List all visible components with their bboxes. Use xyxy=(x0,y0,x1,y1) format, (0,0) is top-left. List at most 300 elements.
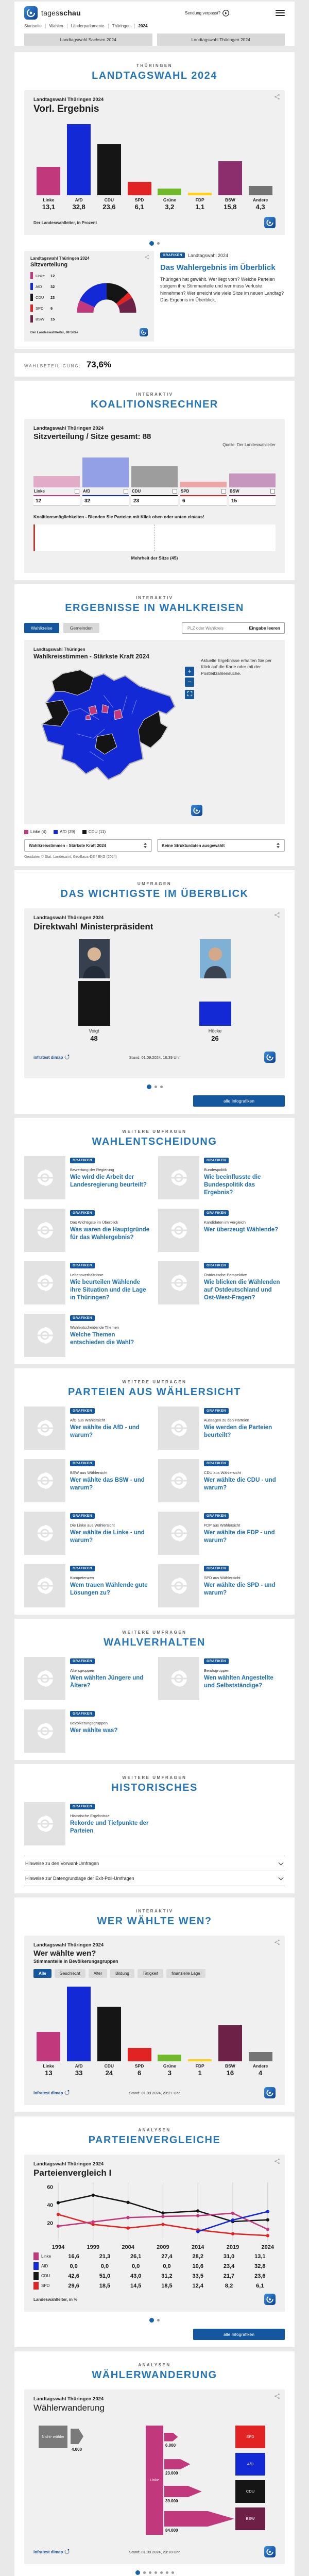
coalition-bar-afd[interactable] xyxy=(82,457,129,487)
table-cell: 6,1 xyxy=(256,2282,264,2289)
carousel-dot-1[interactable] xyxy=(149,241,154,246)
legend-seats: 6 xyxy=(50,306,53,311)
seat-legend-item xyxy=(30,304,62,312)
legend-seats: 32 xyxy=(50,284,55,289)
teaser-grid xyxy=(24,1802,285,1845)
carousel-dot-1[interactable] xyxy=(135,2570,140,2575)
breadcrumb-item-2024[interactable]: 2024 xyxy=(138,24,148,28)
bar-column-linke xyxy=(33,1986,64,2077)
tagesschau-globe-icon xyxy=(33,1272,56,1294)
tab-wahlkreise[interactable]: Wahlkreise xyxy=(24,623,59,633)
card-title: Sitzverteilung / Sitze gesamt: 88 xyxy=(33,432,151,441)
section-surveys-wahlentscheidung xyxy=(14,1118,295,1364)
teaser-thumbnail xyxy=(24,1459,65,1502)
table-cell: 31,2 xyxy=(161,2273,173,2279)
tab-alter[interactable]: Alter xyxy=(89,1969,107,1978)
section-districts xyxy=(14,584,295,866)
teaser-kicker: Lebensverhältnisse xyxy=(70,1273,104,1277)
thuringia-map[interactable] xyxy=(33,667,188,789)
menu-icon[interactable] xyxy=(276,8,285,18)
grafiken-badge: GRAFIKEN xyxy=(204,1513,229,1519)
card-title: Vorl. Ergebnis xyxy=(33,104,99,114)
bar-value: 16 xyxy=(226,2069,234,2077)
bar-column-bsw xyxy=(215,123,246,211)
bar-value: 6 xyxy=(138,2069,142,2077)
party-name: SPD xyxy=(181,489,190,494)
teaser-card[interactable] xyxy=(24,1657,151,1700)
legend-party: BSW xyxy=(36,316,45,321)
bar-value: 32,8 xyxy=(72,203,85,211)
carousel-dot-3[interactable] xyxy=(160,1086,163,1088)
map-legend-item xyxy=(54,829,75,834)
svg-text:40: 40 xyxy=(47,2202,53,2209)
bar-höcke xyxy=(199,1002,231,1026)
carousel-dots[interactable] xyxy=(24,2570,285,2575)
teaser-card[interactable] xyxy=(24,1459,151,1502)
table-cell: 13,1 xyxy=(254,2253,266,2260)
table-cell: 32,8 xyxy=(254,2263,266,2269)
checkbox-icon[interactable] xyxy=(124,489,128,494)
section-kicker: INTERAKTIV xyxy=(135,1909,174,1913)
bar-bsw xyxy=(218,161,242,195)
hero-kicker: THÜRINGEN xyxy=(136,63,173,68)
party-box-bsw: BSW xyxy=(235,2507,265,2530)
metric-select[interactable]: Wahlkreisstimmen - Stärkste Kraft 2024 xyxy=(24,839,152,852)
section-surveys-historisches xyxy=(14,1764,295,1893)
grafiken-badge: GRAFIKEN xyxy=(70,1210,95,1216)
bar-column-fdp xyxy=(185,123,215,211)
table-cell: 27,4 xyxy=(161,2253,173,2260)
bar-column-linke xyxy=(33,123,64,211)
voter-migration-card xyxy=(24,2389,285,2564)
table-cell: 0,0 xyxy=(163,2263,171,2269)
tab-gemeinden[interactable]: Gemeinden xyxy=(63,623,99,633)
legend-swatch xyxy=(30,283,33,290)
teaser-kicker: Kandidaten im Vergleich xyxy=(204,1220,246,1225)
turnout-label: WAHLBETEILIGUNG: xyxy=(24,364,81,368)
legend-seats: 15 xyxy=(50,316,55,321)
map-legend-item xyxy=(24,829,46,834)
teaser-kicker: Aussagen zu den Parteien xyxy=(204,1418,249,1422)
breadcrumb-item-länderparlamente[interactable]: Länderparlamente xyxy=(71,24,105,28)
teaser-thumbnail xyxy=(158,1459,199,1502)
chart-source: Landeswahlleiter, in % xyxy=(33,2297,78,2302)
bar-label: Linke xyxy=(43,197,55,202)
coalition-bar-linke[interactable] xyxy=(33,476,80,487)
section-kicker: WEITERE UMFRAGEN xyxy=(122,1630,187,1635)
checkbox-icon[interactable] xyxy=(270,489,275,494)
all-infographics-button[interactable]: alle Infografiken xyxy=(193,2329,285,2340)
teaser-thumbnail xyxy=(158,1406,199,1450)
breadcrumb-item-startseite[interactable]: Startseite xyxy=(24,24,42,28)
turnout-panel xyxy=(14,353,295,377)
carousel-dot-2[interactable] xyxy=(154,1086,157,1088)
table-cell: 26,1 xyxy=(130,2253,142,2260)
coalition-hint: Koalitionsmöglichkeiten - Blenden Sie Parteien mit Klick oben oder unten ein/aus! xyxy=(33,514,204,519)
grafiken-badge: GRAFIKEN xyxy=(70,1408,95,1414)
checkbox-icon[interactable] xyxy=(173,489,177,494)
candidate-value: 48 xyxy=(90,1035,98,1042)
legend-swatch xyxy=(33,2282,39,2290)
svg-text:1994: 1994 xyxy=(52,2244,65,2250)
share-icon[interactable] xyxy=(274,94,280,100)
teaser-thumbnail xyxy=(158,1564,199,1607)
card-title: Wahlkreisstimmen - Stärkste Kraft 2024 xyxy=(33,653,149,660)
table-cell: 51,0 xyxy=(99,2273,111,2279)
legend-swatch xyxy=(30,315,33,323)
coalition-party-spd xyxy=(180,456,227,506)
stand-timestamp: Stand: 01.09.2024, 23:18 Uhr xyxy=(129,2549,180,2554)
coalition-party-afd xyxy=(82,456,129,506)
party-box-spd: SPD xyxy=(235,2426,265,2448)
flow-arrow-cdu xyxy=(164,2486,202,2498)
grafiken-badge: GRAFIKEN xyxy=(70,1804,95,1809)
party-name: BSW xyxy=(230,489,239,494)
legend-swatch xyxy=(82,830,87,834)
party-name: CDU xyxy=(41,2274,50,2278)
teaser-card[interactable] xyxy=(24,1314,151,1357)
teaser-thumbnail xyxy=(24,1512,65,1555)
table-cell: 18,5 xyxy=(161,2282,173,2289)
infratest-dimap-logo: infratest dimap xyxy=(33,2090,70,2095)
party-name: CDU xyxy=(132,489,141,494)
tagesschau-globe-icon xyxy=(167,1522,190,1545)
checkbox-icon[interactable] xyxy=(221,489,226,494)
teaser-grid xyxy=(24,1657,285,1753)
teaser-card[interactable] xyxy=(24,1406,151,1450)
bar-value: 33 xyxy=(75,2069,83,2077)
origin-bar-linke: Linke xyxy=(146,2426,163,2535)
teaser-title: Wer überzeugt Wählende? xyxy=(204,1227,279,1233)
all-infographics-button[interactable]: alle Infografiken xyxy=(193,1095,285,1107)
legend-party: SPD xyxy=(36,306,44,311)
teaser-title: Wen wählten Jüngere und Ältere? xyxy=(70,1675,144,1689)
bar-label: FDP xyxy=(195,197,204,202)
sendung-verpasst-link[interactable]: Sendung verpasst? xyxy=(185,10,229,16)
teaser-card[interactable] xyxy=(158,1459,285,1502)
share-icon[interactable] xyxy=(144,255,149,260)
tagesschau-globe-icon xyxy=(167,1574,190,1597)
seat-legend-item xyxy=(30,315,62,323)
grafiken-badge: GRAFIKEN xyxy=(70,1658,95,1664)
breadcrumb-item-thüringen[interactable]: Thüringen xyxy=(112,24,131,28)
seat-count: 23 xyxy=(131,497,178,506)
bar-value: 3,2 xyxy=(165,203,175,211)
grafiken-badge: GRAFIKEN xyxy=(160,252,185,258)
coalition-party-bsw xyxy=(229,456,276,506)
share-icon[interactable] xyxy=(274,1939,280,1945)
accordion-row[interactable] xyxy=(24,1856,285,1871)
migration-flow-chart xyxy=(33,2418,276,2541)
bar-label: Linke xyxy=(43,2063,55,2069)
coalition-bar-spd[interactable] xyxy=(180,482,227,487)
tagesschau-logo[interactable] xyxy=(24,6,81,20)
candidate-value: 26 xyxy=(211,1035,219,1042)
results-card xyxy=(24,90,285,235)
table-cell: 43,0 xyxy=(130,2273,142,2279)
map-legend xyxy=(24,829,285,834)
teaser-thumbnail xyxy=(24,1709,65,1753)
section-voter-migration xyxy=(14,2351,295,2576)
teaser-title: Wer wählte was? xyxy=(70,1727,118,1734)
carousel-dots[interactable] xyxy=(24,241,285,246)
table-cell: 0,0 xyxy=(70,2263,78,2269)
party-name: Linke xyxy=(34,489,45,494)
tagesschau-globe-icon xyxy=(167,1469,190,1492)
tagesschau-globe-icon xyxy=(33,1469,56,1492)
zoom-in-button[interactable]: + xyxy=(185,667,194,676)
carousel-dot-2[interactable] xyxy=(157,2319,160,2321)
bar-value: 13,1 xyxy=(42,203,56,211)
bar-column-andere xyxy=(245,1986,276,2077)
select-arrows-icon xyxy=(143,843,147,848)
teaser-kicker: Bewertung der Regierung xyxy=(70,1167,114,1172)
bar-linke xyxy=(37,2032,60,2061)
seat-distribution-card xyxy=(24,251,154,342)
svg-text:2009: 2009 xyxy=(157,2244,169,2250)
card-kicker: Landtagswahl Thüringen 2024 xyxy=(33,915,104,921)
card-subtitle: Stimmanteile in Bevölkerungsgruppen xyxy=(33,1959,118,1964)
carousel-dot-2[interactable] xyxy=(143,2571,146,2574)
map-hint: Aktuelle Ergebnisse erhalten Sie per Klick auf die Karte oder mit der Postleitzahlensuche. xyxy=(201,658,272,676)
bar-value: 3 xyxy=(167,2069,171,2077)
region-tab-landtagswahl-sachsen-2024[interactable]: Landtagswahl Sachsen 2024 xyxy=(24,33,152,46)
district-search xyxy=(182,622,285,634)
section-surveys-parteien-aus-wählersicht xyxy=(14,1368,295,1615)
map-legend-item xyxy=(82,829,106,834)
bar-label: Andere xyxy=(252,197,268,202)
clear-input-button[interactable]: Eingabe leeren xyxy=(249,625,280,631)
tab-alle[interactable]: Alle xyxy=(33,1969,52,1978)
section-surveys-wahlverhalten xyxy=(14,1619,295,1760)
table-row-cdu xyxy=(33,2272,276,2280)
grafiken-badge: GRAFIKEN xyxy=(70,1461,95,1466)
section-coalition xyxy=(14,381,295,580)
tagesschau-globe-icon xyxy=(167,1667,190,1690)
teaser-card[interactable] xyxy=(24,1156,151,1199)
flow-value: 6.000 xyxy=(165,2443,176,2448)
bar-cdu xyxy=(97,2007,121,2061)
party-name: AfD xyxy=(83,489,91,494)
grafiken-badge: GRAFIKEN xyxy=(70,1566,95,1571)
breadcrumb-item-wahlen[interactable]: Wahlen xyxy=(49,24,63,28)
fullscreen-icon[interactable] xyxy=(185,690,194,699)
carousel-dot-7[interactable] xyxy=(171,2571,174,2574)
teaser-card[interactable] xyxy=(158,1209,285,1252)
bar-column-andere xyxy=(245,123,276,211)
party-box-cdu: CDU xyxy=(235,2480,265,2503)
bar-grüne xyxy=(158,2055,181,2061)
tagesschau-mini-logo xyxy=(264,217,276,228)
teaser-title: Wie werden die Parteien beurteilt? xyxy=(204,1425,272,1438)
legend-swatch xyxy=(24,830,28,834)
card-title: Sitzverteilung xyxy=(30,262,68,268)
coalition-bar-cdu[interactable] xyxy=(131,466,178,487)
svg-text:2004: 2004 xyxy=(122,2244,134,2250)
candidate-name: Höcke xyxy=(208,1028,222,1033)
tagesschau-globe-icon xyxy=(33,1324,56,1347)
tagesschau-globe-icon xyxy=(33,1522,56,1545)
flow-arrow-bsw xyxy=(164,2511,234,2527)
bar-value: 13 xyxy=(45,2069,53,2077)
carousel-dot-2[interactable] xyxy=(157,242,160,245)
bar-value: 15,8 xyxy=(224,203,237,211)
bar-label: AfD xyxy=(75,197,83,202)
tagesschau-mini-logo xyxy=(191,805,202,816)
teaser-title: Wie beurteilen Wählende ihre Situation und die Lage in Thüringen? xyxy=(70,1279,146,1301)
section-kicker: ANALYSEN xyxy=(138,2363,171,2367)
teaser-card[interactable] xyxy=(24,1512,151,1555)
teaser-card[interactable] xyxy=(158,1512,285,1555)
table-cell: 29,6 xyxy=(68,2282,79,2289)
teaser-kicker: Historische Ergebnisse xyxy=(70,1814,110,1818)
share-icon[interactable] xyxy=(274,2158,280,2164)
table-cell: 0,0 xyxy=(100,2263,109,2269)
table-row-linke xyxy=(33,2252,276,2260)
teaser-title: Welche Themen entschieden die Wahl? xyxy=(70,1332,134,1346)
teaser-kicker: BSW aus Wählersicht xyxy=(70,1470,108,1475)
search-input[interactable] xyxy=(186,625,249,631)
tab-finanzielle-lage[interactable]: finanzielle Lage xyxy=(166,1969,205,1978)
legend-swatch xyxy=(54,830,58,834)
section-title: WER WÄHLTE WEN? xyxy=(97,1916,212,1927)
legend-party: CDU xyxy=(36,295,44,300)
teaser-card[interactable] xyxy=(158,1564,285,1607)
teaser-kicker: SPD aus Wählersicht xyxy=(204,1575,241,1580)
bar-value: 24 xyxy=(105,2069,113,2077)
tagesschau-globe-icon xyxy=(167,1272,190,1294)
grafiken-badge: GRAFIKEN xyxy=(204,1158,229,1163)
bar-value: 4,3 xyxy=(255,203,265,211)
checkbox-icon[interactable] xyxy=(75,489,79,494)
teaser-kicker: Bundespolitik xyxy=(204,1167,227,1172)
infratest-dimap-logo: infratest dimap xyxy=(33,1055,70,1060)
who-voted-bar-chart xyxy=(33,1986,276,2077)
section-title: WAHLENTSCHEIDUNG xyxy=(92,1136,217,1147)
carousel-dot-6[interactable] xyxy=(166,2571,168,2574)
teaser-thumbnail xyxy=(24,1314,65,1357)
teaser-thumbnail xyxy=(158,1512,199,1555)
teaser-card[interactable] xyxy=(24,1209,151,1252)
teaser-grid xyxy=(24,1406,285,1607)
flow-value: 39.000 xyxy=(165,2499,178,2504)
teaser-kicker: Berufsgruppen xyxy=(204,1668,230,1673)
carousel-dot-5[interactable] xyxy=(160,2571,163,2574)
section-title: HISTORISCHES xyxy=(111,1782,198,1793)
teaser-title: Wer wählte die SPD - und warum? xyxy=(204,1582,276,1596)
bar-column-cdu xyxy=(94,1986,125,2077)
grafiken-badge: GRAFIKEN xyxy=(204,1210,229,1216)
legend-swatch xyxy=(30,304,33,312)
teaser-card[interactable] xyxy=(158,1156,285,1199)
bar-label: Andere xyxy=(252,2063,268,2069)
teaser-card[interactable] xyxy=(158,1406,285,1450)
tagesschau-globe-icon xyxy=(33,1166,56,1189)
card-title: Wählerwanderung xyxy=(33,2403,105,2413)
tab-tätigkeit[interactable]: Tätigkeit xyxy=(138,1969,163,1978)
carousel-dot-4[interactable] xyxy=(154,2571,157,2574)
bar-grüne xyxy=(158,189,181,195)
tagesschau-globe-icon xyxy=(167,1166,190,1189)
carousel-dots[interactable] xyxy=(24,1084,285,1089)
bar-andere xyxy=(249,186,272,195)
section-who-voted xyxy=(14,1897,295,2112)
grafiken-badge: GRAFIKEN xyxy=(70,1711,95,1717)
legend-swatch xyxy=(33,2262,39,2270)
teaser-card[interactable] xyxy=(158,1657,285,1700)
teaser-text: Thüringen hat gewählt. Wer liegt vorn? Welche Parteien steigern ihre Stimmanteile und wer muss Verluste hinnehmen? Wer erreicht wie viele Sitze im neuen Landtag? Das Ergebnis im Überblick. xyxy=(160,276,284,303)
table-cell: 31,0 xyxy=(223,2253,235,2260)
teaser-thumbnail xyxy=(158,1209,199,1252)
seat-legend xyxy=(30,272,62,326)
bar-label: SPD xyxy=(134,2063,144,2069)
bar-column-grüne xyxy=(154,1986,185,2077)
region-tab-landtagswahl-thüringen-2024[interactable]: Landtagswahl Thüringen 2024 xyxy=(157,33,285,46)
geodata-note: Geodaten © Stat. Landesamt, GeoBasis-DE / BKG (2024) xyxy=(24,855,117,859)
legend-swatch xyxy=(30,294,33,301)
teaser-card[interactable] xyxy=(158,1261,285,1304)
card-title: Direktwahl Ministerpräsident xyxy=(33,922,153,931)
accordion-row[interactable] xyxy=(24,1871,285,1886)
seat-halfdonut-chart xyxy=(65,272,148,326)
overview-teaser[interactable] xyxy=(160,251,285,304)
teaser-title: Wer wählte die AfD - und warum? xyxy=(70,1425,140,1438)
bar-label: AfD xyxy=(75,2063,83,2069)
grafiken-badge: GRAFIKEN xyxy=(204,1461,229,1466)
chart-source: Der Landeswahlleiter, in Prozent xyxy=(33,220,97,225)
structure-select[interactable]: Keine Strukturdaten ausgewählt xyxy=(157,839,285,852)
tagesschau-globe-icon xyxy=(33,1574,56,1597)
carousel-dots[interactable] xyxy=(24,2318,285,2323)
tagesschau-globe-icon xyxy=(33,1812,56,1835)
table-cell: 10,6 xyxy=(192,2263,203,2269)
carousel-dot-1[interactable] xyxy=(147,1084,151,1089)
tab-geschlecht[interactable]: Geschlecht xyxy=(55,1969,85,1978)
tagesschau-globe-icon xyxy=(33,1219,56,1242)
teaser-card[interactable] xyxy=(24,1261,151,1304)
share-icon[interactable] xyxy=(274,2393,280,2399)
bar-label: FDP xyxy=(195,2063,204,2069)
legend-swatch xyxy=(33,2272,39,2280)
carousel-dot-3[interactable] xyxy=(149,2571,151,2574)
tab-bildung[interactable]: Bildung xyxy=(110,1969,134,1978)
section-direct-election xyxy=(14,870,295,1114)
coalition-bar-bsw[interactable] xyxy=(229,473,276,487)
grafiken-badge: GRAFIKEN xyxy=(204,1263,229,1268)
table-row-afd xyxy=(33,2262,276,2270)
share-icon[interactable] xyxy=(274,912,280,918)
card-kicker: Landtagswahl Thüringen 2024 xyxy=(33,2396,104,2402)
table-cell: 16,6 xyxy=(68,2253,79,2260)
infratest-dimap-logo: infratest dimap xyxy=(33,2549,70,2554)
demographic-tabs xyxy=(33,1969,276,1978)
section-title: WAHLVERHALTEN xyxy=(104,1637,205,1648)
map-region-linke-4 xyxy=(86,715,91,720)
section-title: ERGEBNISSE IN WAHLKREISEN xyxy=(65,602,244,614)
legend-seats: 23 xyxy=(50,295,55,300)
teaser-card[interactable] xyxy=(24,1709,151,1753)
teaser-card[interactable] xyxy=(24,1802,151,1845)
carousel-dot-1[interactable] xyxy=(149,2318,154,2323)
bar-value: 1,1 xyxy=(195,203,205,211)
party-compare-line-chart xyxy=(33,2178,276,2250)
teaser-card[interactable] xyxy=(24,1564,151,1607)
zoom-out-button[interactable]: − xyxy=(185,677,194,687)
teaser-kicker: Ostdeutsche Perspektive xyxy=(204,1273,247,1277)
seat-count: 32 xyxy=(82,497,129,506)
seat-count: 15 xyxy=(229,497,276,506)
teaser-title: Was waren die Hauptgründe für das Wahlergebnis? xyxy=(70,1227,150,1241)
